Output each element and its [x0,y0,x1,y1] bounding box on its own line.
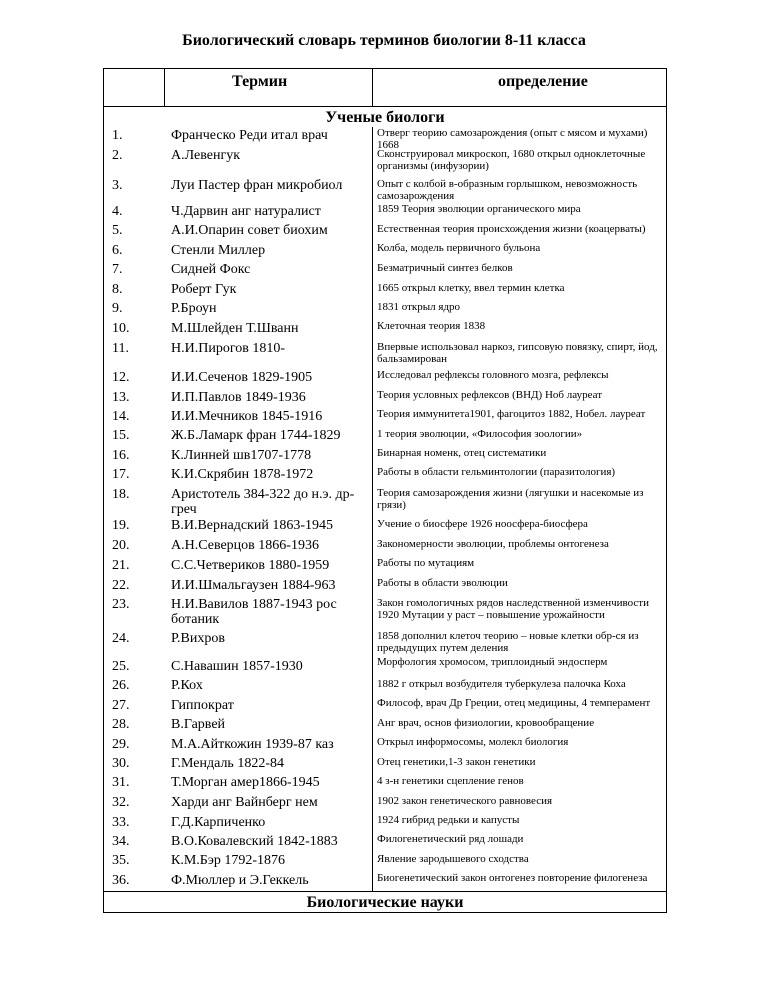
section-heading-scientists: Ученые биологи [325,109,445,126]
definition-cell: 1924 гибрид редьки и капусты [377,814,520,826]
definition-cell: Закон гомологичных рядов наследственной изменчивости 1920 Мутации у раст – повышение урожайности [377,597,649,621]
term-cell: Харди анг Вайнберг нем [171,795,318,810]
term-cell: Р.Вихров [171,631,225,646]
term-cell: А.Левенгук [171,148,241,163]
definition-cell: Теория самозарождения жизни (лягушки и насекомые из грязи) [377,487,644,511]
term-cell: А.Н.Северцов 1866-1936 [171,538,319,553]
definition-cell: Филогенетический ряд лошади [377,833,524,845]
row-number: 6. [112,243,123,258]
term-cell: Роберт Гук [171,282,237,297]
term-cell: Г.Мендаль 1822-84 [171,756,284,771]
definition-cell: Работы по мутациям [377,557,475,569]
row-number: 17. [112,467,130,482]
definition-cell: Естественная теория происхождения жизни (коацерваты) [377,223,646,235]
definition-cell: Учение о биосфере 1926 ноосфера-биосфера [377,518,588,530]
row-number: 31. [112,775,130,790]
row-number: 18. [112,487,130,502]
table-bottom-rule [103,891,667,892]
row-number: 12. [112,370,130,385]
term-cell: И.И.Мечников 1845-1916 [171,409,323,424]
row-number: 21. [112,558,130,573]
term-cell: В.Гарвей [171,717,226,732]
term-cell: М.Шлейден Т.Шванн [171,321,299,336]
definition-cell: Теория иммунитета1901, фагоцитоз 1882, Нобел. лауреат [377,408,646,420]
term-cell: Стенли Миллер [171,243,266,258]
term-cell: А.И.Опарин совет биохим [171,223,328,238]
row-number: 9. [112,301,123,316]
term-cell: К.И.Скрябин 1878-1972 [171,467,314,482]
term-cell: К.Линней шв1707-1778 [171,448,312,463]
definition-cell: Безматричный синтез белков [377,262,513,274]
row-number: 33. [112,815,130,830]
definition-cell: 1902 закон генетического равновесия [377,795,553,807]
term-cell: С.С.Четвериков 1880-1959 [171,558,330,573]
header-divider-left [164,68,165,106]
definition-cell: Биогенетический закон онтогенез повторение филогенеза [377,872,648,884]
row-number: 30. [112,756,130,771]
term-cell: Т.Морган амер1866-1945 [171,775,320,790]
definition-cell: Отец генетики,1-3 закон генетики [377,756,536,768]
definition-cell: Колба, модель первичного бульона [377,242,541,254]
definition-cell: 1 теория эволюции, «Философия зоологии» [377,428,583,440]
definition-cell: Философ, врач Др Греции, отец медицины, 4 темперамент [377,697,651,709]
row-number: 19. [112,518,130,533]
definition-cell: Бинарная номенк, отец систематики [377,447,547,459]
term-cell: Луи Пастер фран микробиол [171,178,343,193]
definition-cell: Исследовал рефлексы головного мозга, рефлексы [377,369,609,381]
definition-cell: Работы в области эволюции [377,577,508,589]
definition-cell: 1831 открыл ядро [377,301,461,313]
row-number: 14. [112,409,130,424]
row-number: 16. [112,448,130,463]
term-cell: Ч.Дарвин анг натуралист [171,204,321,219]
term-cell: М.А.Айткожин 1939-87 каз [171,737,334,752]
definition-cell: 1882 г открыл возбудителя туберкулеза палочка Коха [377,678,626,690]
term-cell: Гиппократ [171,698,234,713]
term-cell: В.И.Вернадский 1863-1945 [171,518,333,533]
term-cell: Н.И.Вавилов 1887-1943 рос ботаник [171,597,337,627]
row-number: 2. [112,148,123,163]
page-title: Биологический словарь терминов биологии 8-11 класса [182,32,586,49]
row-number: 24. [112,631,130,646]
term-cell: Франческо Реди итал врач [171,128,328,143]
header-divider-right [372,68,373,106]
section-heading-sciences: Биологические науки [306,894,464,911]
definition-cell: 1858 дополнил клеточ теорию – новые клетки обр-ся из предыдущих путем деления [377,630,639,654]
row-number: 10. [112,321,130,336]
row-number: 35. [112,853,130,868]
definition-cell: Закономерности эволюции, проблемы онтогенеза [377,538,609,550]
row-number: 7. [112,262,123,277]
definition-cell: 4 з-н генетики сцепление генов [377,775,524,787]
term-cell: И.П.Павлов 1849-1936 [171,390,306,405]
term-cell: В.О.Ковалевский 1842-1883 [171,834,338,849]
term-cell: К.М.Бэр 1792-1876 [171,853,285,868]
term-cell: Р.Кох [171,678,203,693]
column-header-definition: определение [498,73,588,90]
row-number: 32. [112,795,130,810]
term-cell: Ж.Б.Ламарк фран 1744-1829 [171,428,341,443]
header-bottom-rule [103,106,667,107]
definition-cell: 1859 Теория эволюции органического мира [377,203,581,215]
term-cell: И.И.Сеченов 1829-1905 [171,370,313,385]
row-number: 3. [112,178,123,193]
row-number: 15. [112,428,130,443]
definition-cell: 1665 открыл клетку, ввел термин клетка [377,282,565,294]
row-number: 8. [112,282,123,297]
definition-cell: Явление зародышевого сходства [377,853,529,865]
row-number: 4. [112,204,123,219]
definition-cell: Морфология хромосом, триплоидный эндосперм [377,656,608,668]
row-number: 20. [112,538,130,553]
definition-cell: Работы в области гельминтологии (паразитология) [377,466,616,478]
term-cell: Р.Броун [171,301,217,316]
row-number: 25. [112,659,130,674]
term-cell: Ф.Мюллер и Э.Геккель [171,873,309,888]
row-number: 28. [112,717,130,732]
definition-cell: Отверг теорию самозарождения (опыт с мясом и мухами) 1668 [377,127,648,151]
row-number: 13. [112,390,130,405]
definition-cell: Клеточная теория 1838 [377,320,486,332]
term-cell: Н.И.Пирогов 1810- [171,341,285,356]
definition-cell: Анг врач, основ физиологии, кровообращение [377,717,595,729]
definition-cell: Открыл информосомы, молекл биология [377,736,569,748]
term-column-divider [372,127,373,891]
row-number: 1. [112,128,123,143]
column-header-term: Термин [232,73,288,90]
term-cell: С.Навашин 1857-1930 [171,659,303,674]
row-number: 5. [112,223,123,238]
row-number: 22. [112,578,130,593]
definition-cell: Опыт с колбой в-образным горлышком, невозможность самозарождения [377,178,638,202]
term-cell: Аристотель 384-322 до н.э. др-греч [171,487,355,517]
definition-cell: Сконструировал микроскоп, 1680 открыл одноклеточные организмы (инфузории) [377,148,646,172]
row-number: 23. [112,597,130,612]
definition-cell: Теория условных рефлексов (ВНД) Ноб лауреат [377,389,602,401]
row-number: 11. [112,341,129,356]
row-number: 36. [112,873,130,888]
row-number: 29. [112,737,130,752]
row-number: 26. [112,678,130,693]
term-cell: Сидней Фокс [171,262,251,277]
term-cell: И.И.Шмальгаузен 1884-963 [171,578,336,593]
term-cell: Г.Д.Карпиченко [171,815,266,830]
row-number: 34. [112,834,130,849]
definition-cell: Впервые использовал наркоз, гипсовую повязку, спирт, йод, бальзамирован [377,341,658,365]
row-number: 27. [112,698,130,713]
